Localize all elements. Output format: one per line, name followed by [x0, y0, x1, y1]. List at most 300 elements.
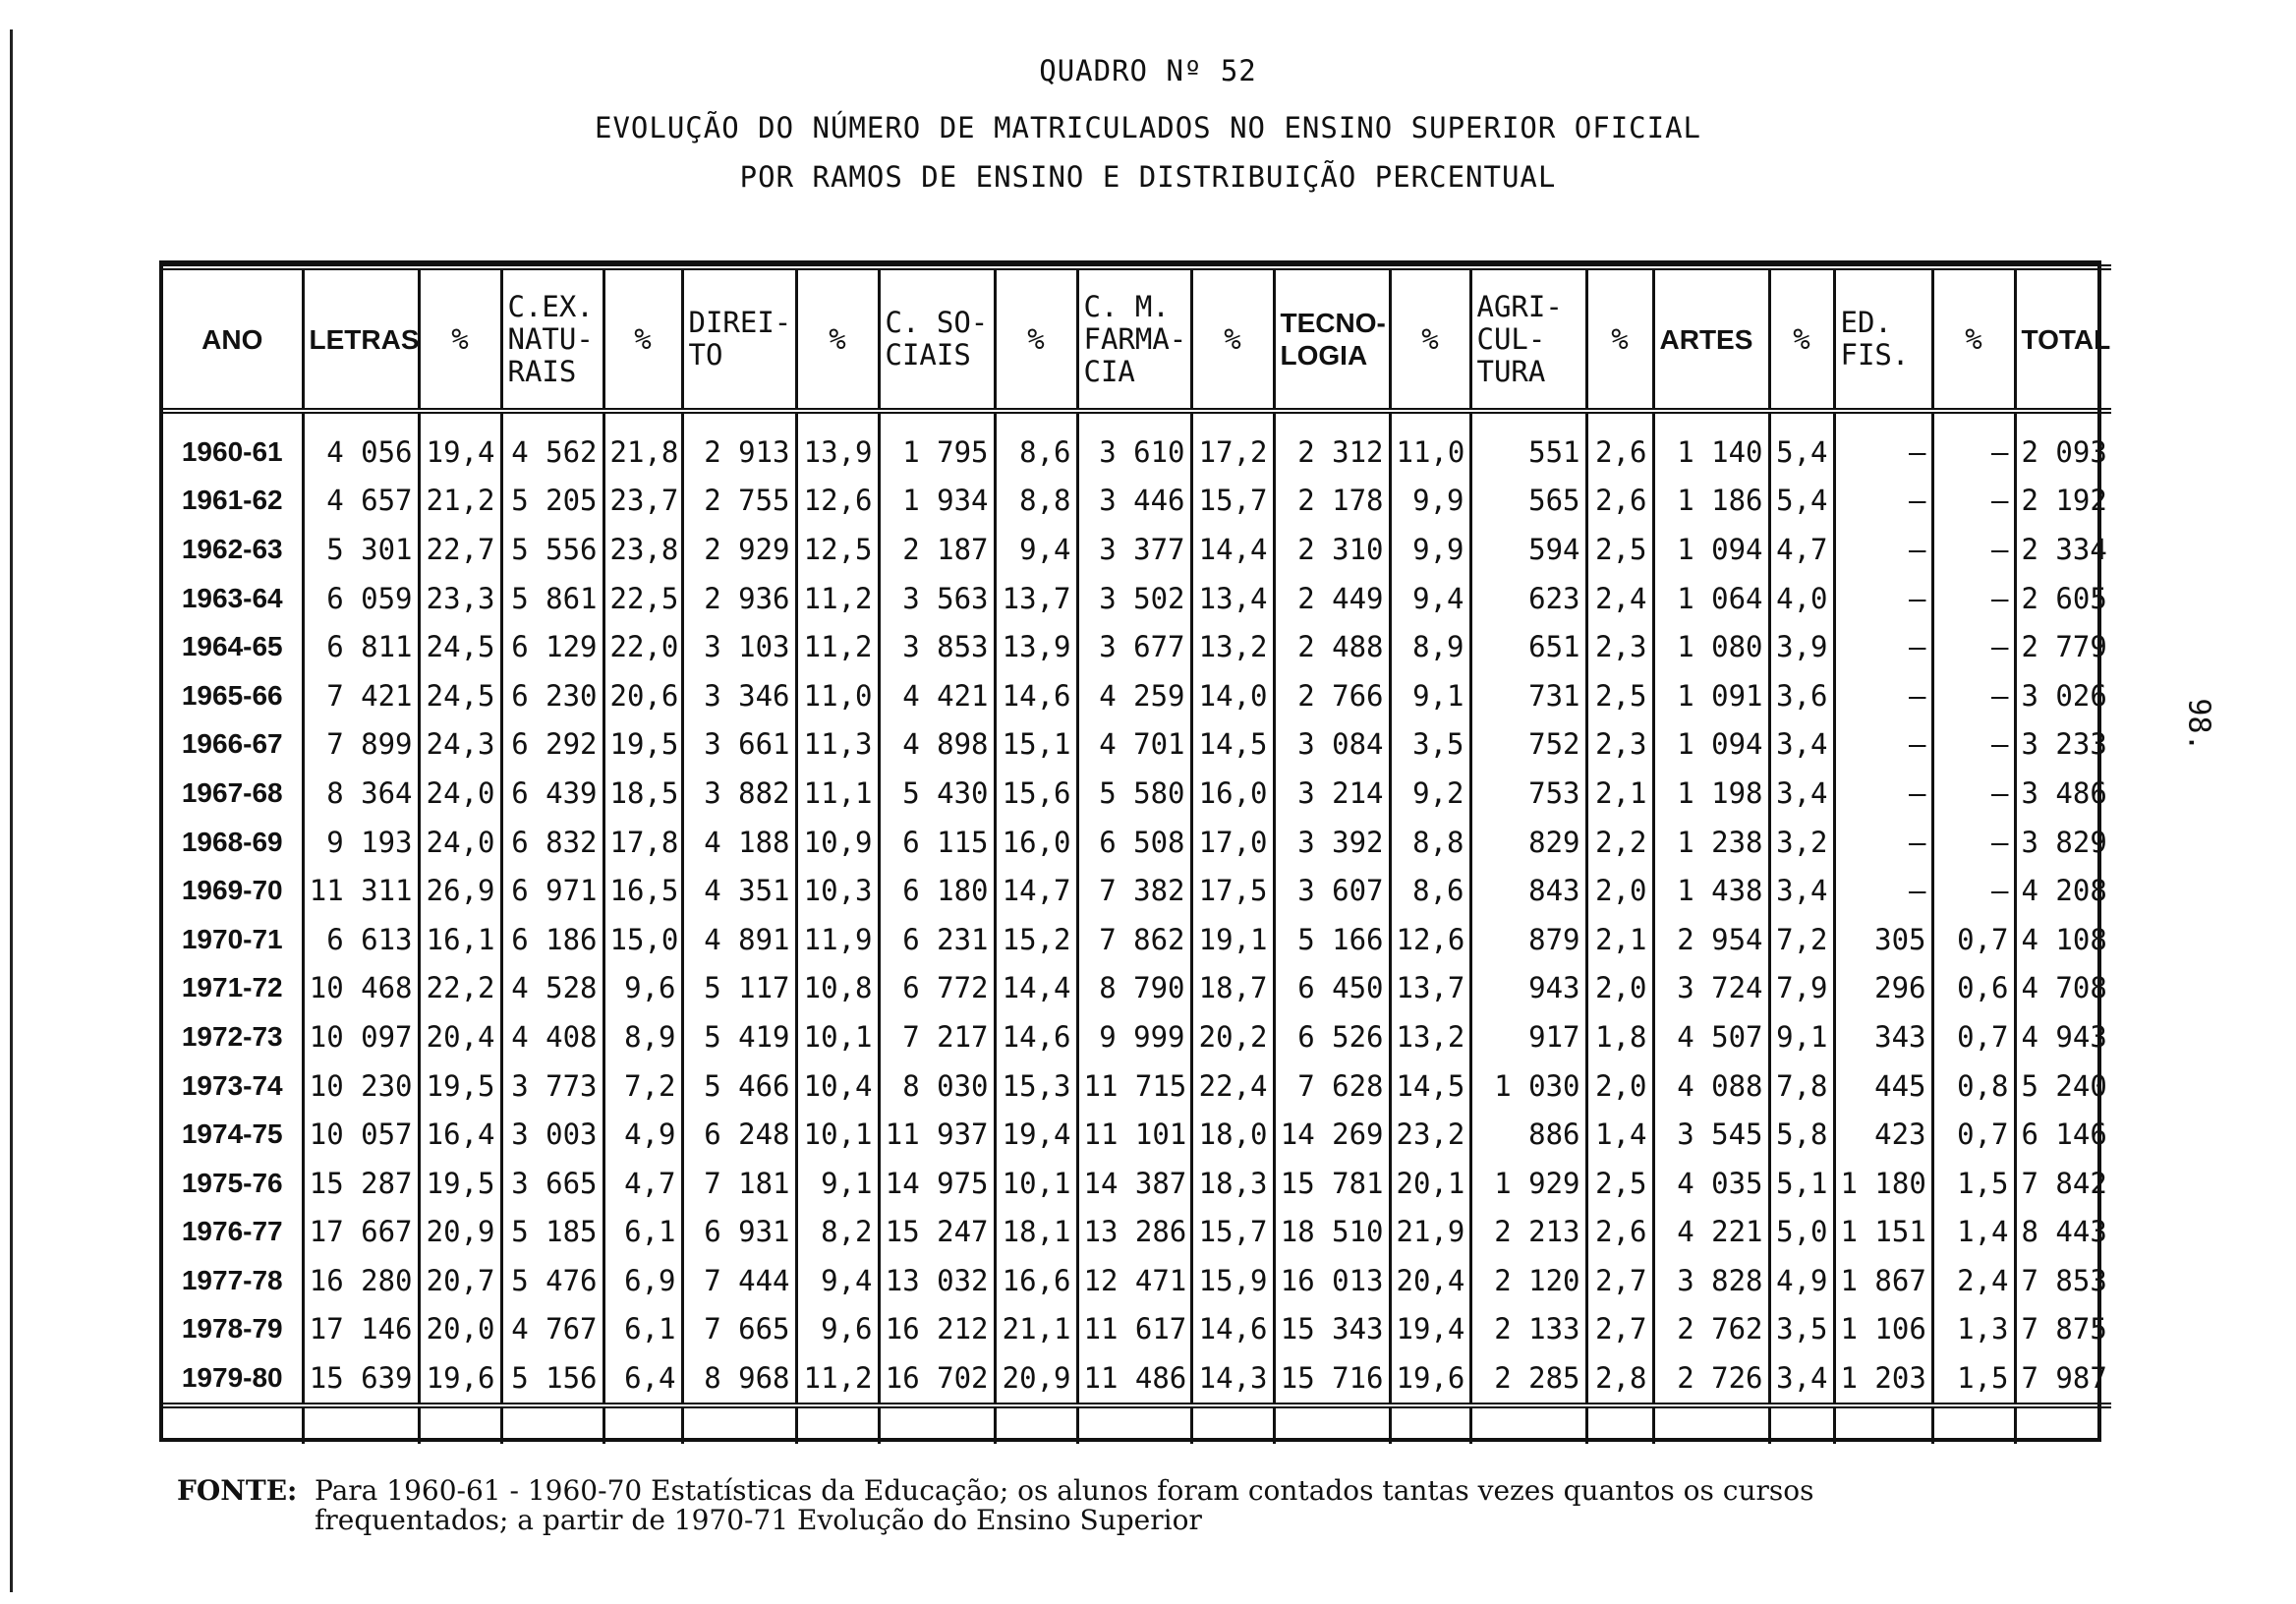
- table-cell: 24,5: [419, 671, 501, 720]
- table-cell: 551: [1470, 411, 1586, 477]
- table-cell: 2,8: [1586, 1353, 1653, 1405]
- table-cell: —: [1834, 720, 1932, 770]
- table-cell: 4 891: [682, 915, 796, 964]
- table-cell: 2 334: [2015, 525, 2111, 574]
- table-cell: 15 287: [303, 1159, 419, 1208]
- table-cell: 16,5: [603, 866, 682, 915]
- table-cell: 26,9: [419, 866, 501, 915]
- table-cell: 1 151: [1834, 1208, 1932, 1257]
- table-cell: 18,0: [1191, 1110, 1274, 1159]
- table-cell: 943: [1470, 964, 1586, 1013]
- table-cell: 2,0: [1586, 866, 1653, 915]
- table-row: [163, 574, 2111, 623]
- column-header-text: CIA: [1083, 354, 1135, 388]
- table-cell: 4 088: [1653, 1061, 1769, 1111]
- table-cell: 1,5: [1932, 1159, 2015, 1208]
- table-cell: 6 450: [1274, 964, 1390, 1013]
- table-cell: 4 507: [1653, 1012, 1769, 1061]
- table-cell: 2 929: [682, 525, 796, 574]
- table-cell: 9,4: [1390, 574, 1470, 623]
- table-cell: 11,2: [796, 622, 879, 671]
- table-cell: 2 936: [682, 574, 796, 623]
- table-cell: 1 140: [1653, 411, 1769, 477]
- table-cell: 22,4: [1191, 1061, 1274, 1111]
- table-cell: 1 238: [1653, 818, 1769, 867]
- column-header-text: %: [1965, 321, 1982, 356]
- table-cell: 22,2: [419, 964, 501, 1013]
- column-header-text: CUL-: [1476, 321, 1546, 356]
- table-cell: 11 486: [1077, 1353, 1191, 1405]
- table-cell: 15 343: [1274, 1305, 1390, 1354]
- column-header-text: CIAIS: [885, 338, 971, 372]
- table-cell: 14,3: [1191, 1353, 1274, 1405]
- table-cell: 5 117: [682, 964, 796, 1013]
- table-cell: 3,5: [1769, 1305, 1834, 1354]
- table-cell: 7 181: [682, 1159, 796, 1208]
- table-cell: 5 556: [501, 525, 603, 574]
- table-cell: 7,8: [1769, 1061, 1834, 1111]
- table-cell: 3,4: [1769, 769, 1834, 818]
- table-cell: 3 610: [1077, 411, 1191, 477]
- table-cell: 2,5: [1586, 1159, 1653, 1208]
- year-cell: 1962-63: [181, 533, 283, 564]
- footer-cell: [1586, 1405, 1653, 1444]
- table-cell: 5 205: [501, 477, 603, 526]
- table-cell: 2 187: [879, 525, 995, 574]
- table-cell: 8 030: [879, 1061, 995, 1111]
- table-cell: 3 882: [682, 769, 796, 818]
- table-cell: 21,8: [603, 411, 682, 477]
- table-cell: 15,1: [995, 720, 1077, 770]
- table-cell: 23,8: [603, 525, 682, 574]
- table-cell: 2 312: [1274, 411, 1390, 477]
- table-cell: 1 094: [1653, 525, 1769, 574]
- table-cell: —: [1834, 818, 1932, 867]
- table-cell: 2 913: [682, 411, 796, 477]
- table-cell: 8,8: [1390, 818, 1470, 867]
- table-cell: 24,0: [419, 818, 501, 867]
- table-cell: 22,5: [603, 574, 682, 623]
- table-cell: 9,1: [796, 1159, 879, 1208]
- table-cell: 18,5: [603, 769, 682, 818]
- year-cell: 1975-76: [181, 1167, 283, 1198]
- table-cell: 10,1: [796, 1012, 879, 1061]
- table-cell: 4 108: [2015, 915, 2111, 964]
- column-header: [1653, 267, 1769, 411]
- page-number: 98.: [2181, 698, 2216, 752]
- table-cell: 19,4: [1390, 1305, 1470, 1354]
- table-cell: 11,3: [796, 720, 879, 770]
- footer-cell: [1390, 1405, 1470, 1444]
- column-header: [1586, 267, 1653, 411]
- table-cell: 8 790: [1077, 964, 1191, 1013]
- table-cell: 2,6: [1586, 1208, 1653, 1257]
- column-header-text: C. SO-: [885, 306, 989, 339]
- year-cell: 1976-77: [181, 1216, 283, 1247]
- year-cell: 1970-71: [181, 923, 283, 954]
- footnote-label: FONTE:: [177, 1474, 298, 1507]
- table-cell: 886: [1470, 1110, 1586, 1159]
- table-cell: 14,7: [995, 866, 1077, 915]
- table-cell: 7 665: [682, 1305, 796, 1354]
- table-cell: 1 867: [1834, 1256, 1932, 1305]
- column-header-text: AGRI-: [1476, 289, 1563, 323]
- table-cell: 3 233: [2015, 720, 2111, 770]
- table-cell: 24,5: [419, 622, 501, 671]
- table-cell: 19,5: [419, 1061, 501, 1111]
- table-cell: 9,1: [1390, 671, 1470, 720]
- table-cell: 15,7: [1191, 1208, 1274, 1257]
- table-row: [163, 964, 2111, 1013]
- table-cell: 14 975: [879, 1159, 995, 1208]
- table-cell: —: [1834, 622, 1932, 671]
- column-header: [1191, 267, 1274, 411]
- table-cell: 9,6: [796, 1305, 879, 1354]
- footer-cell: [1191, 1405, 1274, 1444]
- table-cell: 6 439: [501, 769, 603, 818]
- header-row: [163, 267, 2111, 411]
- table-cell: 0,7: [1932, 1012, 2015, 1061]
- table-cell: 3 853: [879, 622, 995, 671]
- table-cell: 0,8: [1932, 1061, 2015, 1111]
- table-cell: 5 419: [682, 1012, 796, 1061]
- table-cell: 7 987: [2015, 1353, 2111, 1405]
- table-cell: 9,2: [1390, 769, 1470, 818]
- table-cell: 4 421: [879, 671, 995, 720]
- table-cell: 6 508: [1077, 818, 1191, 867]
- table-cell: 13,2: [1191, 622, 1274, 671]
- footer-cell: [419, 1405, 501, 1444]
- table-cell: 829: [1470, 818, 1586, 867]
- table-cell: 5 430: [879, 769, 995, 818]
- column-header: [796, 267, 879, 411]
- table-cell: 15 716: [1274, 1353, 1390, 1405]
- table-cell: 9,6: [603, 964, 682, 1013]
- table-cell: 9,9: [1390, 525, 1470, 574]
- table-cell: 305: [1834, 915, 1932, 964]
- table-cell: 445: [1834, 1061, 1932, 1111]
- table-cell: 2 779: [2015, 622, 2111, 671]
- table-cell: 2 120: [1470, 1256, 1586, 1305]
- table-cell: 2,0: [1586, 1061, 1653, 1111]
- column-header: [1769, 267, 1834, 411]
- column-header-text: %: [1793, 321, 1810, 356]
- enrollment-table: [163, 264, 2111, 1444]
- table-row: [163, 622, 2111, 671]
- table-cell: —: [1834, 574, 1932, 623]
- table-cell: —: [1932, 411, 2015, 477]
- table-cell: 6 832: [501, 818, 603, 867]
- footnote-text: [315, 1476, 2182, 1535]
- table-cell: 3 773: [501, 1061, 603, 1111]
- table-cell: 11 937: [879, 1110, 995, 1159]
- table-cell: 5 301: [303, 525, 419, 574]
- table-title-line2: POR RAMOS DE ENSINO E DISTRIBUIÇÃO PERCENTUAL: [739, 160, 1557, 194]
- column-header-text: RAIS: [507, 354, 577, 388]
- left-margin-rule: [10, 29, 13, 1592]
- table-cell: 3 103: [682, 622, 796, 671]
- column-header-text: C.EX.: [507, 289, 594, 323]
- table-cell: 4 701: [1077, 720, 1191, 770]
- table-cell: 3,4: [1769, 1353, 1834, 1405]
- table-cell: 13,7: [995, 574, 1077, 623]
- table-cell: 12 471: [1077, 1256, 1191, 1305]
- table-cell: 3 346: [682, 671, 796, 720]
- table-cell: 6 115: [879, 818, 995, 867]
- table-cell: 5 166: [1274, 915, 1390, 964]
- table-cell: 12,6: [1390, 915, 1470, 964]
- table-cell: 4,9: [603, 1110, 682, 1159]
- column-header-text: TECNO-: [1280, 308, 1386, 338]
- table-cell: 623: [1470, 574, 1586, 623]
- column-header: [303, 267, 419, 411]
- table-cell: 20,6: [603, 671, 682, 720]
- table-cell: 4 657: [303, 477, 419, 526]
- footer-cell: [995, 1405, 1077, 1444]
- table-cell: 6 526: [1274, 1012, 1390, 1061]
- table-cell: 7 382: [1077, 866, 1191, 915]
- table-cell: 2 954: [1653, 915, 1769, 964]
- table-cell: 3 026: [2015, 671, 2111, 720]
- table-cell: 4,0: [1769, 574, 1834, 623]
- table-row: [163, 1353, 2111, 1405]
- table-cell: 6,9: [603, 1256, 682, 1305]
- table-cell: 2 449: [1274, 574, 1390, 623]
- table-cell: 10,1: [796, 1110, 879, 1159]
- table-cell: —: [1834, 671, 1932, 720]
- table-cell: 19,4: [995, 1110, 1077, 1159]
- table-cell: 2,4: [1586, 574, 1653, 623]
- table-cell: 14,6: [1191, 1305, 1274, 1354]
- year-cell: 1972-73: [181, 1020, 283, 1052]
- column-header: [1274, 267, 1390, 411]
- column-header: [1077, 267, 1191, 411]
- table-row: [163, 818, 2111, 867]
- column-header: [419, 267, 501, 411]
- table-cell: 2,1: [1586, 769, 1653, 818]
- table-cell: 1 094: [1653, 720, 1769, 770]
- table-cell: 4 898: [879, 720, 995, 770]
- table-cell: 23,2: [1390, 1110, 1470, 1159]
- table-cell: 14,5: [1390, 1061, 1470, 1111]
- table-cell: 11,9: [796, 915, 879, 964]
- table-cell: 16 280: [303, 1256, 419, 1305]
- table-cell: 1 795: [879, 411, 995, 477]
- table-cell: 21,9: [1390, 1208, 1470, 1257]
- year-cell: 1967-68: [181, 776, 283, 808]
- table-cell: 843: [1470, 866, 1586, 915]
- table-cell: 19,4: [419, 411, 501, 477]
- table-cell: 12,6: [796, 477, 879, 526]
- table-cell: 10 097: [303, 1012, 419, 1061]
- column-header-text: %: [1421, 321, 1439, 356]
- table-cell: 3 084: [1274, 720, 1390, 770]
- table-cell: 22,0: [603, 622, 682, 671]
- column-header-text: ARTES: [1659, 323, 1753, 355]
- table-cell: 14,4: [995, 964, 1077, 1013]
- table-cell: —: [1932, 574, 2015, 623]
- table-cell: 752: [1470, 720, 1586, 770]
- table-cell: 23,3: [419, 574, 501, 623]
- table-cell: 6 971: [501, 866, 603, 915]
- table-cell: —: [1932, 769, 2015, 818]
- table-cell: 1 180: [1834, 1159, 1932, 1208]
- table-header: [163, 267, 2111, 411]
- column-header-text: NATU-: [507, 321, 594, 356]
- table-cell: 2,5: [1586, 671, 1653, 720]
- table-cell: 3 829: [2015, 818, 2111, 867]
- table-cell: 17,0: [1191, 818, 1274, 867]
- footer-cell: [1077, 1405, 1191, 1444]
- table-cell: 16 013: [1274, 1256, 1390, 1305]
- table-cell: 8,6: [1390, 866, 1470, 915]
- table-cell: 7 421: [303, 671, 419, 720]
- table-cell: 14,5: [1191, 720, 1274, 770]
- table-cell: 20,9: [419, 1208, 501, 1257]
- table-cell: 15,7: [1191, 477, 1274, 526]
- table-cell: 1 198: [1653, 769, 1769, 818]
- table-cell: 1 438: [1653, 866, 1769, 915]
- column-header-text: %: [1027, 321, 1045, 356]
- table-cell: 4 208: [2015, 866, 2111, 915]
- table-cell: 0,7: [1932, 915, 2015, 964]
- table-cell: 7 862: [1077, 915, 1191, 964]
- table-cell: 6 231: [879, 915, 995, 964]
- footnote-line2: frequentados; a partir de 1970-71 Evolução do Ensino Superior: [315, 1504, 1202, 1536]
- table-cell: 1 064: [1653, 574, 1769, 623]
- table-cell: 4 943: [2015, 1012, 2111, 1061]
- table-row: [163, 525, 2111, 574]
- table-cell: 753: [1470, 769, 1586, 818]
- table-cell: 3 003: [501, 1110, 603, 1159]
- table-cell: 5,8: [1769, 1110, 1834, 1159]
- table-cell: 13,4: [1191, 574, 1274, 623]
- column-header: [1932, 267, 2015, 411]
- table-cell: 5 156: [501, 1353, 603, 1405]
- table-cell: 15 247: [879, 1208, 995, 1257]
- table-cell: —: [1932, 525, 2015, 574]
- column-header-text: ED.: [1840, 306, 1892, 339]
- table-cell: 2 213: [1470, 1208, 1586, 1257]
- table-cell: 10,1: [995, 1159, 1077, 1208]
- table-cell: 16 212: [879, 1305, 995, 1354]
- table-cell: 5 861: [501, 574, 603, 623]
- table-cell: —: [1932, 818, 2015, 867]
- table-cell: 8,9: [1390, 622, 1470, 671]
- table-row: [163, 1012, 2111, 1061]
- footer-cell: [1653, 1405, 1769, 1444]
- table-row: [163, 411, 2111, 477]
- table-cell: 19,6: [419, 1353, 501, 1405]
- table-cell: 11 101: [1077, 1110, 1191, 1159]
- table-row: [163, 1159, 2111, 1208]
- table-cell: 10,9: [796, 818, 879, 867]
- column-header: [2015, 267, 2111, 411]
- table-cell: 8,6: [995, 411, 1077, 477]
- table-cell: 0,6: [1932, 964, 2015, 1013]
- table-cell: 1 929: [1470, 1159, 1586, 1208]
- column-header: [1390, 267, 1470, 411]
- year-cell: 1968-69: [181, 826, 283, 857]
- table-cell: —: [1834, 525, 1932, 574]
- table-cell: 16,6: [995, 1256, 1077, 1305]
- table-cell: 2,3: [1586, 622, 1653, 671]
- table-cell: 5,1: [1769, 1159, 1834, 1208]
- table-cell: 10,8: [796, 964, 879, 1013]
- table-cell: 1 080: [1653, 622, 1769, 671]
- column-header-text: %: [634, 321, 652, 356]
- column-header-text: %: [451, 321, 469, 356]
- table-cell: 7 842: [2015, 1159, 2111, 1208]
- table-cell: 13 032: [879, 1256, 995, 1305]
- table-cell: 20,4: [419, 1012, 501, 1061]
- table-cell: 1 186: [1653, 477, 1769, 526]
- table-cell: 8 443: [2015, 1208, 2111, 1257]
- footer-cell: [603, 1405, 682, 1444]
- table-cell: 11,0: [1390, 411, 1470, 477]
- enrollment-table-frame: [159, 260, 2111, 1442]
- table-cell: 8,8: [995, 477, 1077, 526]
- table-cell: —: [1932, 622, 2015, 671]
- table-cell: 2 605: [2015, 574, 2111, 623]
- table-cell: 4 528: [501, 964, 603, 1013]
- year-cell: 1977-78: [181, 1264, 283, 1295]
- table-cell: 4 708: [2015, 964, 2111, 1013]
- table-cell: 20,7: [419, 1256, 501, 1305]
- table-cell: 17 146: [303, 1305, 419, 1354]
- table-cell: 9,9: [1390, 477, 1470, 526]
- table-cell: 2 488: [1274, 622, 1390, 671]
- year-cell: 1960-61: [181, 435, 283, 467]
- year-cell: 1963-64: [181, 582, 283, 613]
- year-cell: 1964-65: [181, 631, 283, 662]
- table-cell: 731: [1470, 671, 1586, 720]
- table-cell: 6,4: [603, 1353, 682, 1405]
- table-cell: 7 899: [303, 720, 419, 770]
- table-cell: 6 772: [879, 964, 995, 1013]
- year-cell: 1974-75: [181, 1118, 283, 1150]
- table-cell: 21,2: [419, 477, 501, 526]
- table-cell: 13,9: [995, 622, 1077, 671]
- table-cell: 3,4: [1769, 866, 1834, 915]
- table-cell: 16,4: [419, 1110, 501, 1159]
- table-cell: 4 767: [501, 1305, 603, 1354]
- table-cell: 6 811: [303, 622, 419, 671]
- table-row: [163, 1305, 2111, 1354]
- table-cell: 2 093: [2015, 411, 2111, 477]
- table-cell: 7 853: [2015, 1256, 2111, 1305]
- table-cell: 3,2: [1769, 818, 1834, 867]
- column-header-text: %: [1224, 321, 1241, 356]
- table-cell: 7,2: [1769, 915, 1834, 964]
- footer-cell: [682, 1405, 796, 1444]
- table-cell: 20,0: [419, 1305, 501, 1354]
- table-cell: 9,4: [796, 1256, 879, 1305]
- table-cell: 5 466: [682, 1061, 796, 1111]
- table-cell: 1 091: [1653, 671, 1769, 720]
- table-cell: 2,7: [1586, 1305, 1653, 1354]
- column-header: [163, 267, 303, 411]
- table-cell: 8,9: [603, 1012, 682, 1061]
- table-cell: 15,9: [1191, 1256, 1274, 1305]
- table-cell: 4,7: [1769, 525, 1834, 574]
- column-header-text: TOTAL: [2021, 323, 2111, 355]
- table-cell: 15 639: [303, 1353, 419, 1405]
- column-header-text: FARMA-: [1083, 321, 1187, 356]
- table-cell: 3 828: [1653, 1256, 1769, 1305]
- table-cell: 7 628: [1274, 1061, 1390, 1111]
- table-cell: 1,4: [1932, 1208, 2015, 1257]
